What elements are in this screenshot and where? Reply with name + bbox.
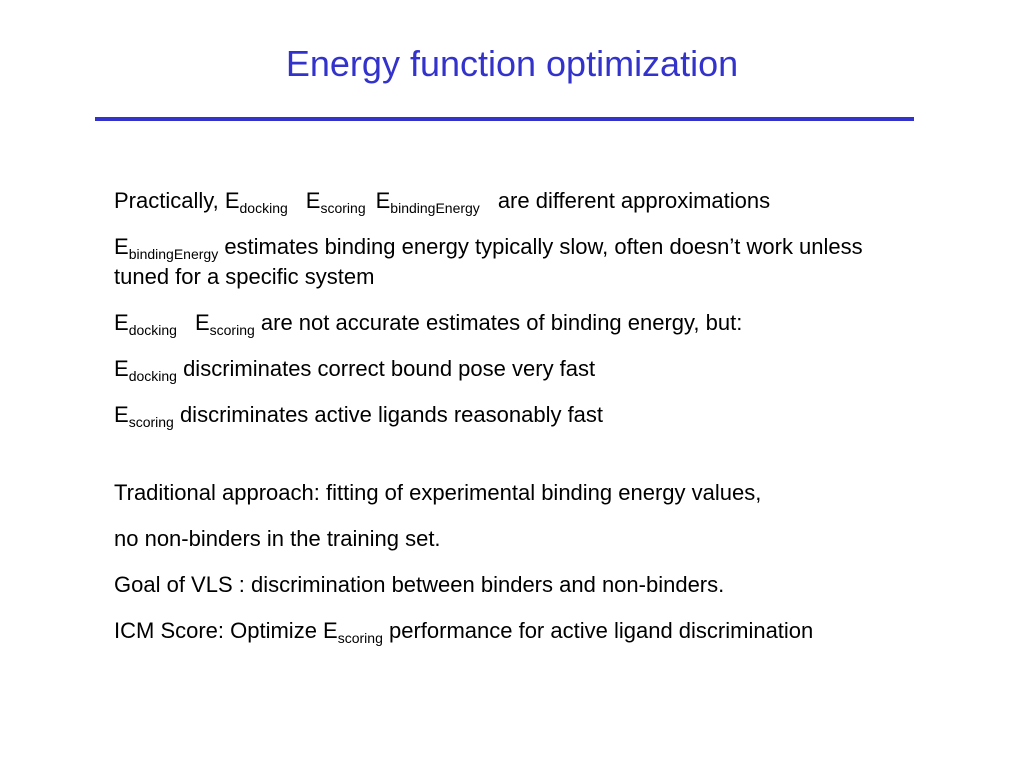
paragraph-approximations bbox=[114, 186, 904, 216]
text-segment: E bbox=[114, 310, 129, 335]
subscript: bindingEnergy bbox=[128, 246, 219, 262]
subscript: docking bbox=[128, 322, 177, 338]
subscript: docking bbox=[128, 368, 177, 384]
paragraph-scoring bbox=[114, 400, 904, 430]
subscript: scoring bbox=[209, 322, 255, 338]
text-segment: are different approximations bbox=[497, 188, 771, 213]
text-segment: Practically, E bbox=[114, 188, 240, 213]
paragraph-binding-energy bbox=[114, 232, 904, 292]
text-segment: E bbox=[375, 188, 391, 213]
slide-title: Energy function optimization bbox=[285, 43, 739, 84]
subscript: scoring bbox=[128, 414, 174, 430]
text-segment: estimates binding energy typically slow, often doesn’t work unless tuned for a specific system bbox=[114, 234, 863, 289]
paragraph-no-non-binders: no non-binders in the training set. bbox=[114, 526, 441, 551]
slide-body bbox=[114, 186, 904, 662]
text-segment: discriminates active ligands reasonably fast bbox=[173, 402, 604, 427]
text-segment: E bbox=[194, 310, 210, 335]
paragraph-not-accurate bbox=[114, 308, 904, 338]
paragraph-goal-vls: Goal of VLS : discrimination between binders and non-binders. bbox=[114, 572, 725, 597]
text-segment: E bbox=[305, 188, 321, 213]
title-underline bbox=[95, 117, 914, 121]
text-segment: performance for active ligand discrimination bbox=[382, 618, 814, 643]
subscript: docking bbox=[239, 200, 288, 216]
text-segment: E bbox=[114, 234, 129, 259]
text-segment: E bbox=[114, 356, 129, 381]
subscript: bindingEnergy bbox=[390, 200, 480, 216]
subscript: scoring bbox=[320, 200, 366, 216]
text-segment: discriminates correct bound pose very fast bbox=[176, 356, 596, 381]
subscript: scoring bbox=[337, 630, 383, 646]
text-segment: are not accurate estimates of binding energy, but: bbox=[254, 310, 743, 335]
paragraph-docking bbox=[114, 354, 904, 384]
text-segment: ICM Score: Optimize E bbox=[114, 618, 338, 643]
text-segment: E bbox=[114, 402, 129, 427]
paragraph-icm-score bbox=[114, 616, 904, 646]
paragraph-traditional: Traditional approach: fitting of experimental binding energy values, bbox=[114, 480, 762, 505]
